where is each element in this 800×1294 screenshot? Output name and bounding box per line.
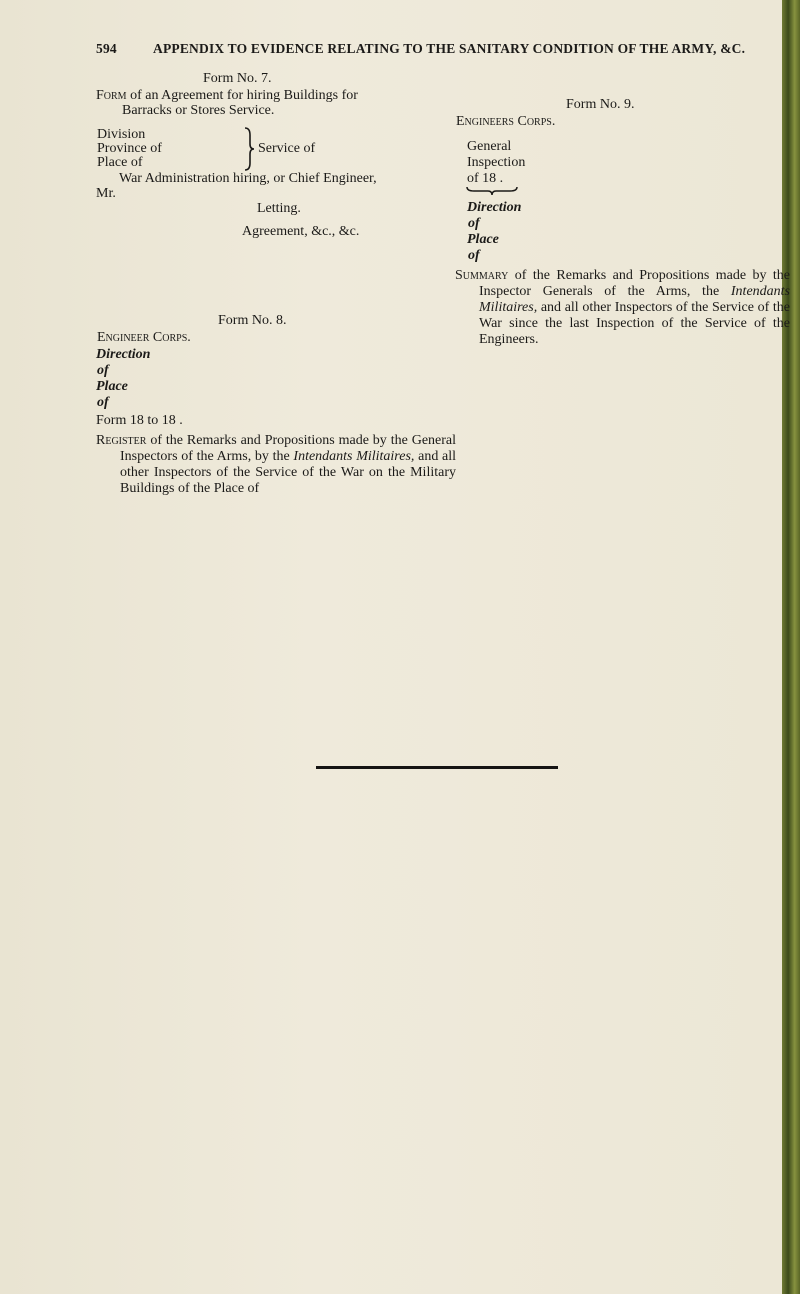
form9-general: General bbox=[467, 139, 512, 154]
form7-title: Form No. 7. bbox=[203, 71, 272, 86]
form9-summary-lead: Summary bbox=[455, 268, 509, 283]
form8-title: Form No. 8. bbox=[218, 313, 287, 328]
form9-place: Place bbox=[467, 232, 499, 247]
form9-corps: Engineers Corps. bbox=[456, 114, 556, 129]
form9-summary-text: of the Remarks and Propositions made by the Inspector Generals of the Arms, the bbox=[479, 268, 790, 299]
form7-mr: Mr. bbox=[96, 186, 116, 201]
form8-place: Place bbox=[96, 379, 128, 394]
form8-direction: Direction bbox=[96, 347, 151, 362]
running-title: APPENDIX TO EVIDENCE RELATING TO THE SANITARY CONDITION OF THE ARMY, &C. bbox=[153, 41, 746, 56]
end-rule bbox=[316, 766, 558, 769]
form9-summary-tail: and all other Inspectors of the Service of the War since the last Inspection of the Service of the Engineers. bbox=[479, 300, 790, 347]
form9-of-1: of bbox=[468, 216, 480, 231]
form9-inspection: Inspection bbox=[467, 155, 526, 170]
form8-of-1: of bbox=[97, 363, 109, 378]
form7-heading-lead: Form bbox=[96, 88, 127, 103]
form9-direction: Direction bbox=[467, 200, 522, 215]
form9-title: Form No. 9. bbox=[566, 97, 635, 112]
horizontal-brace-icon bbox=[466, 186, 518, 196]
form8-corps: Engineer Corps. bbox=[97, 330, 191, 345]
form7-brace-item-province: Province of bbox=[97, 141, 162, 156]
form8-intendants: Intendants Militaires, bbox=[293, 449, 415, 464]
form7-agreement: Agreement, &c., &c. bbox=[242, 224, 360, 239]
form9-of-2: of bbox=[468, 248, 480, 263]
form8-form-line: Form 18 to 18 . bbox=[96, 413, 183, 428]
form7-letting: Letting. bbox=[257, 201, 301, 216]
form8-register-tail: and all other Inspectors of the Service of the War on the Military Buildings of the Place of bbox=[120, 449, 457, 496]
form9-summary-paragraph bbox=[455, 268, 790, 348]
form7-brace-item-division: Division bbox=[97, 127, 146, 142]
form8-register-text: of the Remarks and Propositions made by the General Inspectors of the Arms, by the bbox=[120, 433, 457, 464]
curly-brace-icon bbox=[243, 127, 257, 171]
form9-of18: of 18 . bbox=[467, 171, 504, 186]
form7-heading-line2: Barracks or Stores Service. bbox=[122, 103, 275, 118]
page-number: 594 bbox=[96, 41, 117, 56]
form8-register-paragraph bbox=[96, 433, 456, 497]
form9-intendants: Intendants Militaires, bbox=[479, 284, 790, 315]
form7-administration: War Administration hiring, or Chief Engineer, bbox=[119, 171, 377, 186]
form8-register-lead: Register bbox=[96, 433, 147, 448]
form7-heading-rest: of an Agreement for hiring Buildings for bbox=[130, 88, 358, 103]
form7-heading bbox=[96, 88, 358, 104]
form7-brace-item-place: Place of bbox=[97, 155, 143, 170]
form8-of-2: of bbox=[97, 395, 109, 410]
book-spine-edge bbox=[782, 0, 800, 1294]
form7-brace-label: Service of bbox=[258, 141, 316, 156]
